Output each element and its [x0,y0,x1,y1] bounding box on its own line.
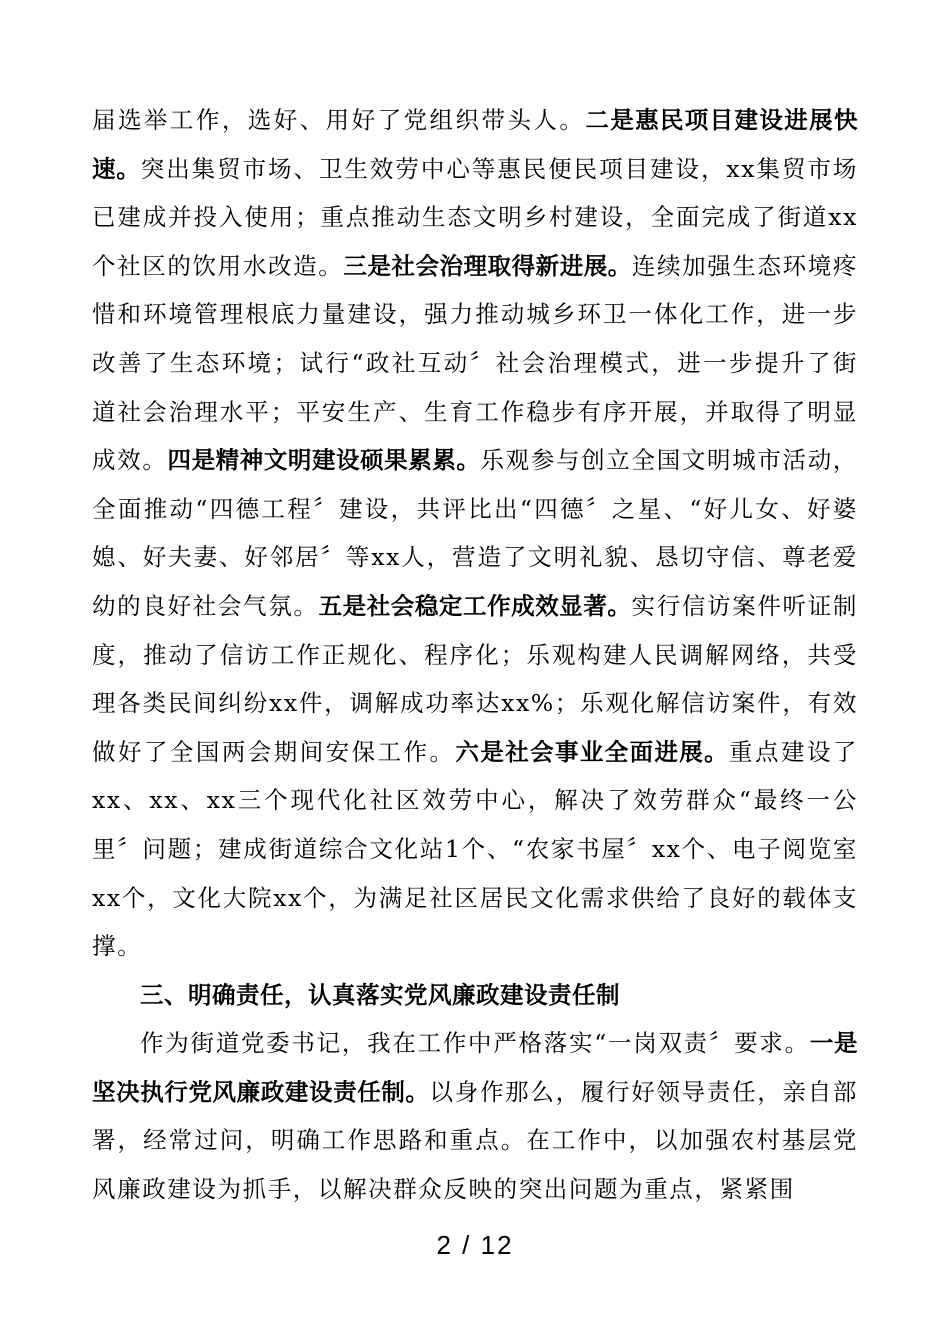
section-heading: 三、明确责任，认真落实党风廉政建设责任制 [140,980,620,1009]
bold-subheading: 六是社会事业全面进展。 [455,737,730,766]
bold-subheading: 二是惠民项目建设进展快速。 [92,106,858,183]
total-pages: 12 [480,1230,514,1260]
text-run: 实行信访案件听证制度，推动了信访工作正规化、程序化；乐观构建人民调解网络，共受理各类民间纠纷xx件，调解成功率达xx%；乐观化解信访案件，有效做好了全国两会期间安保工作。 [92,591,858,766]
paragraph-achievements [92,96,858,971]
text-run: 乐观参与创立全国文明城市活动，全面推动“四德工程〞建设，共评比出“四德〞之星、“好儿女、好婆媳、好夫妻、好邻居〞等xx人，营造了文明礼貌、恳切守信、尊老爱幼的良好社会气氛。 [92,446,859,620]
text-run: 届选举工作，选好、用好了党组织带头人。 [92,106,586,134]
text-run: 突出集贸市场、卫生效劳中心等惠民便民项目建设，xx集贸市场已建成并投入使用；重点推动生态文明乡村建设，全面完成了街道xx个社区的饮用水改造。 [92,154,859,280]
text-run: 以身作那么，履行好领导责任，亲自部署，经常过问，明确工作思路和重点。在工作中，以加强农村基层党风廉政建设为抓手，以解决群众反映的突出问题为重点，紧紧围 [92,1077,859,1204]
bold-subheading: 四是精神文明建设硕果累累。 [167,446,481,475]
text-run: 作为街道党委书记，我在工作中严格落实“一岗双责〞要求。 [140,1029,810,1058]
page-footer [0,1230,950,1261]
bold-subheading: 三是社会治理取得新进展。 [343,251,632,280]
bold-subheading: 五是社会稳定工作成效显著。 [318,591,632,620]
page-number: 2 [436,1230,453,1260]
page-separator: / [462,1230,472,1260]
text-run: 重点建设了xx、xx、xx三个现代化社区效劳中心，解决了效劳群众“最终一公里〞问题；建成街道综合文化站1个、“农家书屋〞xx个、电子阅览室xx个，文化大院xx个，为满足社区居民文化需求供给了良好的载体支撑。 [92,737,859,961]
bold-subheading: 一是坚决执行党风廉政建设责任制。 [92,1029,858,1106]
document-body [92,96,858,1214]
text-run: 连续加强生态环境疼惜和环境管理根底力量建设，强力推动城乡环卫一体化工作，进一步改善了生态环境；试行“政社互动〞社会治理模式，进一步提升了街道社会治理水平；平安生产、生育工作稳步有序开展，并取得了明显成效。 [92,251,859,475]
paragraph-responsibility [92,1019,858,1213]
